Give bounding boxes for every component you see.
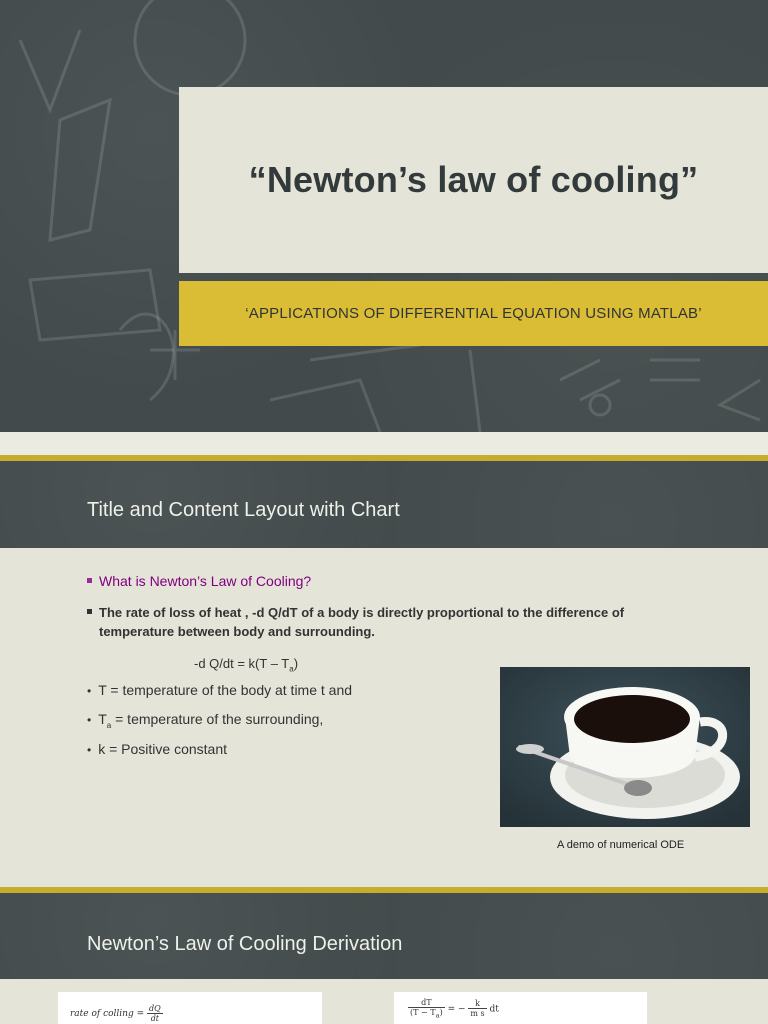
slide-header	[0, 893, 768, 979]
fraction-numerator: dQ	[149, 1004, 161, 1013]
fraction-denominator: m s	[470, 1009, 485, 1019]
formula-separation	[394, 992, 647, 1024]
slide-heading: Title and Content Layout with Chart	[87, 499, 400, 521]
coffee-cup-icon	[500, 667, 750, 827]
square-bullet-icon	[87, 609, 92, 614]
derivation-slide	[0, 887, 768, 1024]
presentation-title: “Newton’s law of cooling”	[248, 159, 699, 200]
bullet-question	[87, 573, 311, 589]
equation-close: )	[293, 656, 299, 671]
item-text: = temperature of the surrounding,	[111, 711, 324, 727]
definition-line-2: temperature between body and surrounding.	[99, 624, 375, 639]
equation-text: -d Q/dt = k(T – T	[194, 656, 290, 671]
bullet-icon: •	[87, 713, 92, 727]
formula-text: = −	[447, 1004, 466, 1015]
cooling-equation	[194, 656, 298, 674]
image-caption: A demo of numerical ODE	[557, 839, 685, 851]
formula-rate-of-cooling	[58, 992, 322, 1024]
fraction-denominator: dt	[150, 1014, 160, 1023]
fraction	[468, 999, 486, 1018]
fraction	[408, 998, 445, 1020]
denominator-close: )	[439, 1008, 443, 1017]
formula-text: rate of colling =	[70, 1009, 145, 1019]
item-text: k = Positive constant	[98, 741, 227, 757]
bullet-definition	[87, 603, 677, 641]
slide-header	[0, 461, 768, 548]
item-subscript: a	[106, 720, 112, 730]
content-slide	[0, 455, 768, 887]
fraction-numerator: dT	[408, 998, 445, 1008]
bullet-icon: •	[87, 743, 92, 757]
denominator-subscript: a	[435, 1011, 440, 1020]
fraction-denominator	[408, 1008, 445, 1020]
formula-text: dt	[489, 1004, 499, 1015]
square-bullet-icon	[87, 578, 92, 583]
list-item	[87, 682, 352, 698]
list-item	[87, 711, 323, 730]
equation-subscript: a	[289, 664, 294, 674]
definition-line-1: The rate of loss of heat , -d Q/dT of a body is directly proportional to the difference of	[99, 605, 625, 620]
fraction	[147, 1004, 163, 1023]
bullet-question-text: What is Newton’s Law of Cooling?	[99, 573, 312, 589]
coffee-cup-image	[500, 667, 750, 827]
slide-heading: Newton’s Law of Cooling Derivation	[87, 933, 403, 955]
list-item	[87, 741, 227, 757]
title-slide	[0, 0, 768, 432]
denominator-text: (T − T	[410, 1008, 436, 1017]
fraction-numerator: k	[468, 999, 486, 1009]
item-text: T	[98, 711, 107, 727]
slide-gap	[0, 432, 768, 455]
presentation-subtitle: ‘APPLICATIONS OF DIFFERENTIAL EQUATION USING MATLAB’	[245, 305, 702, 322]
item-text: T = temperature of the body at time t and	[98, 682, 353, 698]
subtitle-box	[179, 281, 768, 346]
title-box	[179, 87, 768, 273]
bullet-icon: •	[87, 684, 92, 698]
